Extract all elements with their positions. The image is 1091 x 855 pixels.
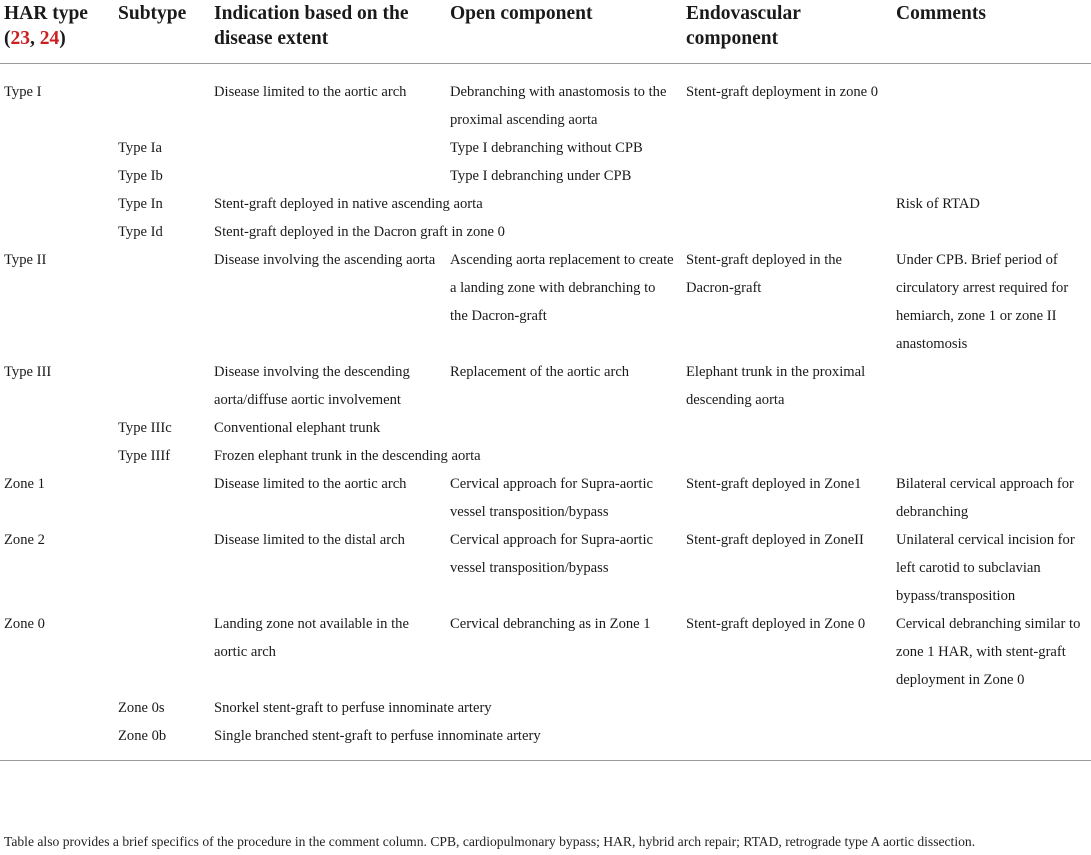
comments-cell xyxy=(892,358,1091,414)
har-type-cell: Type III xyxy=(4,364,52,380)
subtype-cell xyxy=(114,470,210,526)
subtype-cell xyxy=(114,358,210,414)
spanning-description-cell: Single branched stent-graft to perfuse innominate artery xyxy=(210,722,1091,761)
comments-cell xyxy=(892,218,1091,246)
har-type-cell xyxy=(0,190,114,218)
endovascular-cell: Stent-graft deployed in Zone1 xyxy=(686,476,862,492)
spanning-description-cell: Snorkel stent-graft to perfuse innominate artery xyxy=(214,700,492,716)
table-row xyxy=(0,722,1091,761)
header-open-component: Open component xyxy=(446,0,682,64)
comments-cell xyxy=(892,134,1091,162)
subtype-cell: Type IIIf xyxy=(118,448,171,464)
header-subtype: Subtype xyxy=(114,0,210,64)
open-component-cell: Ascending aorta replacement to create a landing zone with debranching to the Dacron-graft xyxy=(450,252,674,324)
header-indication: Indication based on the disease extent xyxy=(210,0,446,64)
table-row xyxy=(0,246,1091,358)
comments-cell: Under CPB. Brief period of circulatory arrest required for hemiarch, zone 1 or zone II anastomosis xyxy=(896,252,1069,352)
ref-open-paren: ( xyxy=(4,28,11,49)
comments-cell: Risk of RTAD xyxy=(896,196,980,212)
spanning-description-cell: Stent-graft deployed in native ascending aorta xyxy=(214,196,483,212)
endovascular-cell: Stent-graft deployed in Zone 0 xyxy=(686,616,866,632)
har-type-cell xyxy=(0,442,114,470)
spanning-description-cell: Conventional elephant trunk xyxy=(214,420,381,436)
open-component-cell: Replacement of the aortic arch xyxy=(450,364,630,380)
table-row xyxy=(0,218,1091,246)
endovascular-cell xyxy=(682,134,892,162)
subtype-cell xyxy=(114,64,210,135)
subtype-cell: Type IIIc xyxy=(118,420,172,436)
table-row xyxy=(0,134,1091,162)
comments-cell xyxy=(892,64,1091,135)
subtype-cell xyxy=(114,246,210,358)
spanning-description-cell: Stent-graft deployed in the Dacron graft in zone 0 xyxy=(214,224,505,240)
open-component-cell: Cervical debranching as in Zone 1 xyxy=(450,616,651,632)
open-component-cell: Debranching with anastomosis to the proximal ascending aorta xyxy=(450,84,667,128)
har-type-cell xyxy=(0,134,114,162)
har-type-cell: Type II xyxy=(4,252,47,268)
reference-link-23[interactable]: 23 xyxy=(10,28,30,49)
ref-close-paren: ) xyxy=(59,28,66,49)
indication-cell xyxy=(210,162,446,190)
comments-cell: Bilateral cervical approach for debranching xyxy=(896,476,1074,520)
subtype-cell xyxy=(114,610,210,694)
subtype-cell: Type In xyxy=(118,196,163,212)
table-row xyxy=(0,414,1091,442)
comments-cell xyxy=(892,162,1091,190)
table-row xyxy=(0,470,1091,526)
subtype-cell: Type Ia xyxy=(118,140,162,156)
endovascular-cell xyxy=(682,162,892,190)
header-har-type xyxy=(0,0,114,64)
endovascular-cell: Stent-graft deployed in ZoneII xyxy=(686,532,864,548)
table-row xyxy=(0,442,1091,470)
open-component-cell: Type I debranching without CPB xyxy=(450,140,643,156)
header-endovascular-component: Endovascular component xyxy=(682,0,892,64)
har-type-cell: Zone 0 xyxy=(4,616,45,632)
spanning-description-cell: Frozen elephant trunk in the descending aorta xyxy=(214,448,481,464)
har-type-cell xyxy=(0,414,114,442)
har-type-cell xyxy=(0,694,114,722)
subtype-cell: Type Ib xyxy=(118,168,163,184)
table-row xyxy=(0,64,1091,135)
har-type-cell: Zone 1 xyxy=(4,476,45,492)
table-row xyxy=(0,526,1091,610)
endovascular-cell: Stent-graft deployment in zone 0 xyxy=(686,84,879,100)
subtype-cell xyxy=(114,526,210,610)
indication-cell: Disease limited to the aortic arch xyxy=(214,476,407,492)
header-har-type-label: HAR type xyxy=(4,3,88,24)
endovascular-cell: Elephant trunk in the proximal descending aorta xyxy=(686,364,866,408)
indication-cell: Disease involving the ascending aorta xyxy=(214,252,436,268)
table-row xyxy=(0,610,1091,694)
open-component-cell: Type I debranching under CPB xyxy=(450,168,632,184)
har-type-cell xyxy=(0,218,114,246)
open-component-cell: Cervical approach for Supra-aortic vessel transposition/bypass xyxy=(450,476,654,520)
table-row xyxy=(0,190,1091,218)
har-type-cell xyxy=(0,162,114,190)
indication-cell xyxy=(210,134,446,162)
reference-link-24[interactable]: 24 xyxy=(39,28,60,49)
indication-cell: Landing zone not available in the aortic arch xyxy=(214,616,409,660)
subtype-cell: Zone 0b xyxy=(114,722,210,761)
table-row xyxy=(0,694,1091,722)
indication-cell: Disease involving the descending aorta/diffuse aortic involvement xyxy=(214,364,410,408)
indication-cell: Disease limited to the distal arch xyxy=(214,532,405,548)
table-header-row xyxy=(0,0,1091,64)
har-type-cell: Type I xyxy=(4,84,42,100)
indication-cell: Disease limited to the aortic arch xyxy=(214,84,407,100)
header-comments: Comments xyxy=(892,0,1091,64)
endovascular-cell xyxy=(682,414,892,442)
table-footnote: Table also provides a brief specifics of the procedure in the comment column. CPB, cardiopulmonary bypass; HAR, hybrid arch repair; RTAD, retrograde type A aortic dissection. xyxy=(4,834,976,849)
subtype-cell: Zone 0s xyxy=(118,700,165,716)
comments-cell: Cervical debranching similar to zone 1 HAR, with stent-graft deployment in Zone 0 xyxy=(896,616,1081,688)
subtype-cell: Type Id xyxy=(118,224,163,240)
har-type-cell xyxy=(0,722,114,761)
comments-cell xyxy=(892,442,1091,470)
ref-separator: , xyxy=(30,28,40,49)
comments-cell: Unilateral cervical incision for left carotid to subclavian bypass/transposition xyxy=(896,532,1075,604)
har-type-cell: Zone 2 xyxy=(4,532,45,548)
table-row xyxy=(0,162,1091,190)
table-row xyxy=(0,358,1091,414)
comments-cell xyxy=(892,414,1091,442)
endovascular-cell: Stent-graft deployed in the Dacron-graft xyxy=(686,252,843,296)
open-component-cell: Cervical approach for Supra-aortic vessel transposition/bypass xyxy=(450,532,654,576)
